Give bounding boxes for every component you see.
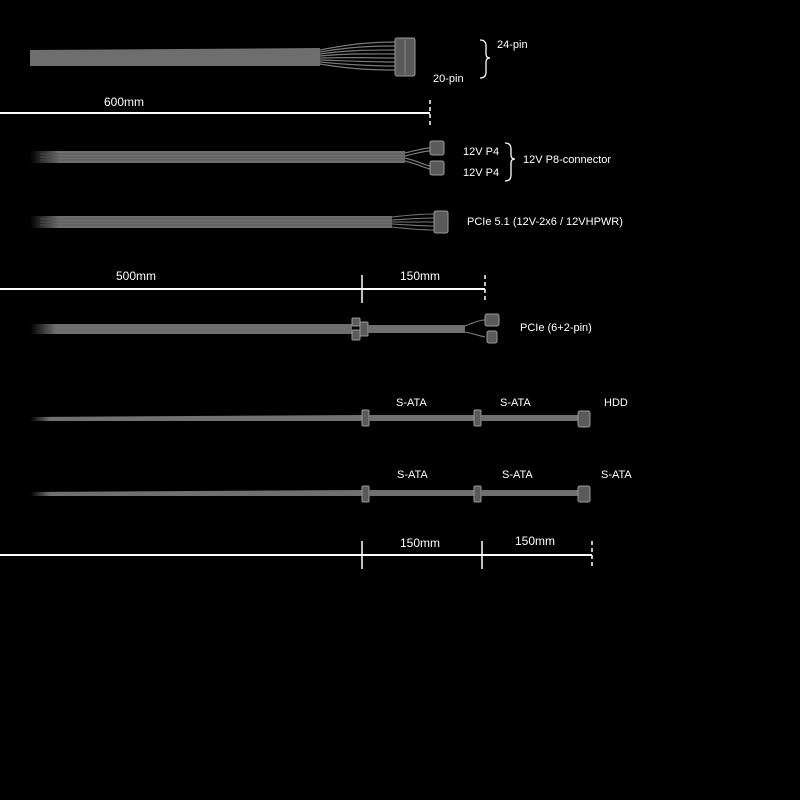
- sata-segment-2: [481, 490, 578, 496]
- atx-20pin-label: 20-pin: [433, 73, 464, 85]
- pcie5-cable: [30, 211, 448, 233]
- sata-hdd-label-1: S-ATA: [396, 397, 427, 409]
- eps-cable: [30, 141, 444, 175]
- sata-hdd-label-3: HDD: [604, 397, 628, 409]
- sata-hdd-cable: [30, 410, 590, 427]
- atx-wire-fan: [320, 42, 395, 70]
- atx-length-measure: [0, 100, 430, 126]
- atx-24pin-label: 24-pin: [497, 39, 528, 51]
- atx-pin-brace: [480, 40, 490, 78]
- eps-p4-top-label: 12V P4: [463, 146, 500, 158]
- atx-24pin-cable: [30, 38, 415, 76]
- pcie-length-ext-label: 150mm: [400, 269, 441, 283]
- sata-connector-2: [474, 486, 481, 502]
- pcie-cable: [30, 314, 499, 343]
- sata-label-2: S-ATA: [502, 469, 533, 481]
- pcie-2pin-connector: [487, 331, 497, 343]
- sata-label-3: S-ATA: [601, 469, 632, 481]
- sata-hdd-label-2: S-ATA: [500, 397, 531, 409]
- pcie5-connector: [434, 211, 448, 233]
- sata-cable: [30, 486, 590, 502]
- pcie-label: PCIe (6+2-pin): [520, 322, 592, 334]
- sata-cable-body: [30, 490, 362, 496]
- pcie-length-main-label: 500mm: [116, 269, 157, 283]
- pcie-cable-body: [30, 324, 352, 334]
- pcie-daisy-connector: [352, 318, 368, 340]
- pcie5-wire-fan: [392, 214, 434, 230]
- sata-label-1: S-ATA: [397, 469, 428, 481]
- sata-hdd-connector-1: [362, 410, 369, 426]
- atx-length-label: 600mm: [104, 95, 145, 109]
- eps-group-label: 12V P8-connector: [523, 154, 612, 166]
- eps-p4-top-connector: [430, 141, 444, 155]
- eps-wire-split: [405, 148, 430, 169]
- pcie-wire-split: [465, 320, 485, 337]
- eps-p4-bottom-connector: [430, 161, 444, 175]
- sata-hdd-end-connector: [578, 411, 590, 427]
- sata-connector-1: [362, 486, 369, 502]
- sata-end-connector: [578, 486, 590, 502]
- sata-length-2-label: 150mm: [515, 534, 556, 548]
- sata-hdd-segment-1: [369, 415, 474, 421]
- sata-hdd-cable-body: [30, 415, 362, 421]
- atx-cable-body: [30, 48, 320, 66]
- eps-p4-bottom-label: 12V P4: [463, 167, 500, 179]
- eps-brace: [505, 143, 515, 181]
- pcie-6pin-connector: [485, 314, 499, 326]
- sata-hdd-connector-2: [474, 410, 481, 426]
- sata-length-1-label: 150mm: [400, 536, 441, 550]
- sata-segment-1: [369, 490, 474, 496]
- sata-hdd-segment-2: [481, 415, 578, 421]
- sata-length-measure: [0, 541, 592, 569]
- pcie-cable-ext: [368, 325, 465, 333]
- pcie5-label: PCIe 5.1 (12V-2x6 / 12VHPWR): [467, 216, 623, 228]
